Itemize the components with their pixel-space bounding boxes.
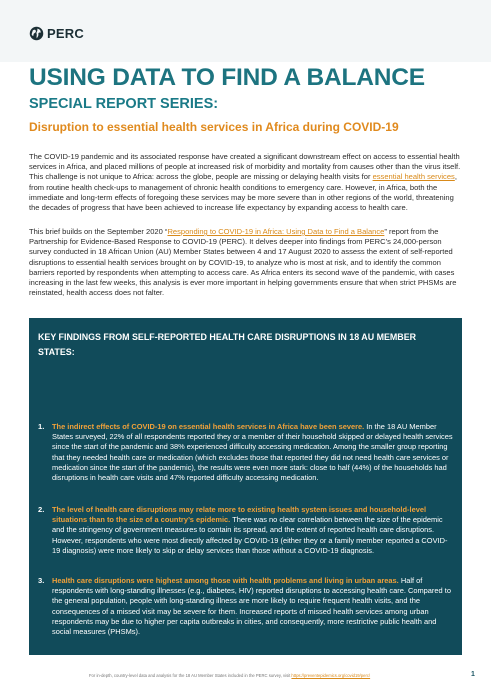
footer-note: For in-depth, country-level data and analysis for the 18 AU Member States included in the PERC survey, visit https://preventepidemics.org/covid19/perc/ xyxy=(89,673,371,678)
globe-icon xyxy=(29,26,44,41)
perc-report-link[interactable]: Responding to COVID-19 in Africa: Using Data to Find a Balance xyxy=(167,227,385,236)
intro-paragraph-1: The COVID-19 pandemic and its associated response have created a significant downstream effect on access to essential health services in Africa, and placed millions of people at increased risk of morbidity and mortality from causes other than the virus itself. This challenge is not unique to Africa: across the globe, people are missing or delaying health visits for essential health services, from routine health check-ups to management of chronic health conditions to emergency care. However, in Africa, both the immediate and long-term effects of foregoing these services may be more severe than in other regions of the world, threatening the decades of progress that have been achieved to increase life expectancy by expanding access to health care. xyxy=(29,152,461,213)
logo-text: PERC xyxy=(47,26,84,41)
finding-number: 1. xyxy=(38,422,45,431)
essential-health-services-link[interactable]: essential health services xyxy=(372,172,455,182)
page-title: USING DATA TO FIND A BALANCE xyxy=(29,64,425,91)
finding-number: 2. xyxy=(38,505,45,514)
report-topic: Disruption to essential health services in Africa during COVID-19 xyxy=(29,120,399,134)
key-findings-heading: KEY FINDINGS FROM SELF-REPORTED HEALTH CARE DISRUPTIONS IN 18 AU MEMBER STATES: xyxy=(38,332,417,357)
perc-logo xyxy=(29,26,84,41)
finding-text: Health care disruptions were highest among those with health problems and living in urban areas. Half of respondents with long-standing illnesses (e.g., diabetes, HIV) reported disruptions to accessing health care. Compared to the general population, people with long-standing illness are more likely to require frequent health visits, and the consequences of a missed visit may be severe for them. Increased reports of missed health services among urban respondents may be due to higher per capita outbreaks in cities, and consequently, more restrictive public health and social measures (PHSMs). xyxy=(52,576,451,637)
perc-website-link[interactable]: https://preventepidemics.org/covid19/perc/ xyxy=(291,673,371,678)
finding-text: The level of health care disruptions may relate more to existing health system issues and household-level situations than to the size of a country’s epidemic. There was no clear correlation between the size of the epidemic and the stringency of government measures to contain its spread, and the extent of reported health care disruptions. However, respondents who were most directly affected by COVID-19 (either they or a family member reported a COVID-19 diagnosis) were more likely to skip or delay services than those without a COVID-19 diagnosis. xyxy=(52,505,448,555)
finding-text: The indirect effects of COVID-19 on essential health services in Africa have been severe. In the 18 AU Member States surveyed, 22% of all respondents reported they or a member of their household skipped or delayed health services since the start of the pandemic and 38% experienced difficulty accessing medication. Among the smaller group reporting that they needed health care or medication (which excludes those that reported they did not need health care services or medication since the start of the pandemic), the results were even more stark: close to half (44%) of the households had disruptions in health care visits and 47% reported difficulty accessing medication. xyxy=(52,422,453,483)
page-number: 1 xyxy=(471,671,475,678)
intro-paragraph-2: This brief builds on the September 2020 “Responding to COVID-19 in Africa: Using Data to Find a Balance” report from the Partnership for Evidence-Based Response to COVID-19 (PERC). It delves deeper into findings from PERC’s 24,000-person survey conducted in 18 African Union (AU) Member States between 4 and 17 August 2020 to assess the extent of self-reported disruptions to essential health services brought on by COVID-19, to analyze who is most at risk, and to identify the common barriers reported by respondents when attempting to access care. As Africa enters its second wave of the pandemic, with cases increasing in the last few weeks, this analysis is ever more important in helping governments ensure that when strict PHSMs are reinstated, health access does not falter. xyxy=(29,227,457,298)
finding-number: 3. xyxy=(38,576,45,585)
report-series-label: SPECIAL REPORT SERIES: xyxy=(29,96,219,112)
key-findings-box xyxy=(29,318,462,655)
